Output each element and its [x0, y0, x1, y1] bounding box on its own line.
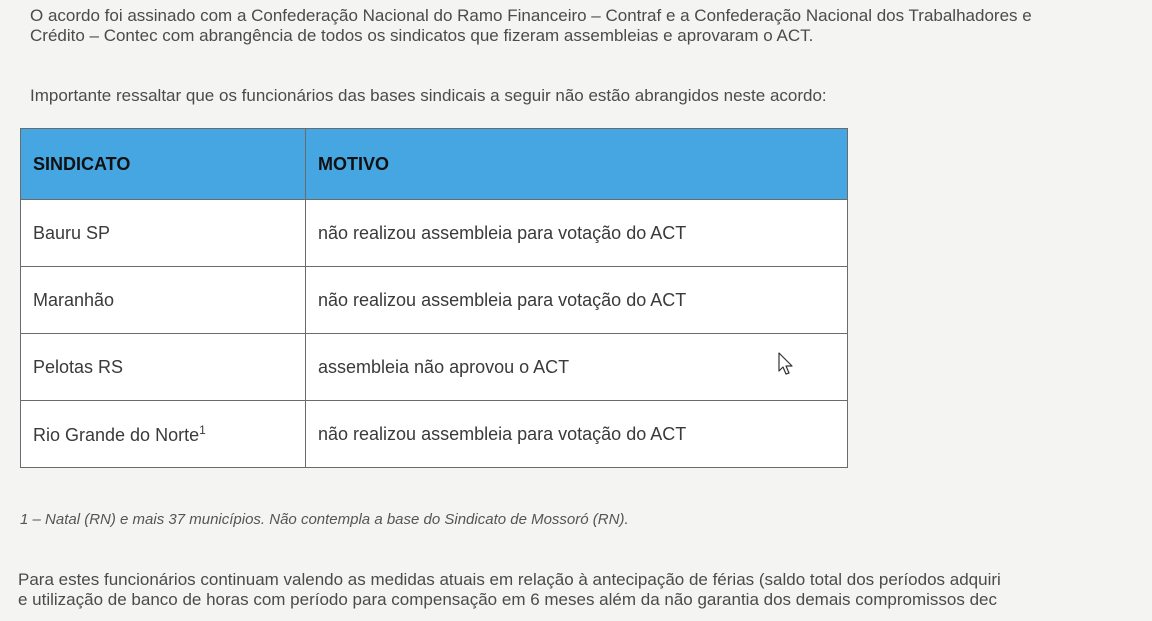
sindicatos-table	[20, 128, 848, 468]
closing-line-1: Para estes funcionários continuam valendo as medidas atuais em relação à antecipação de férias (saldo total dos períodos adquiri	[18, 570, 1001, 589]
table-row	[21, 334, 848, 401]
footnote: 1 – Natal (RN) e mais 37 municípios. Não contempla a base do Sindicato de Mossoró (RN).	[20, 511, 629, 528]
closing-line-2: e utilização de banco de horas com período para compensação em 6 meses além da não garantia dos demais compromissos dec	[18, 590, 997, 609]
cell-sindicato-text: Rio Grande do Norte	[33, 424, 200, 445]
intro-paragraph	[30, 6, 1032, 46]
cell-motivo: assembleia não aprovou o ACT	[306, 334, 848, 401]
cell-motivo: não realizou assembleia para votação do ACT	[306, 267, 848, 334]
cell-motivo: não realizou assembleia para votação do ACT	[306, 401, 848, 468]
table-row	[21, 200, 848, 267]
intro-line-2: Crédito – Contec com abrangência de todos os sindicatos que fizeram assembleias e aprovaram o ACT.	[30, 26, 814, 45]
closing-paragraph	[18, 570, 1001, 610]
important-note: Importante ressaltar que os funcionários das bases sindicais a seguir não estão abrangidos neste acordo:	[30, 86, 827, 105]
table-row	[21, 267, 848, 334]
cell-motivo: não realizou assembleia para votação do ACT	[306, 200, 848, 267]
intro-line-1: O acordo foi assinado com a Confederação Nacional do Ramo Financeiro – Contraf e a Confederação Nacional dos Trabalhadores e	[30, 6, 1032, 25]
cell-sindicato: Bauru SP	[21, 200, 306, 267]
cell-sindicato: Pelotas RS	[21, 334, 306, 401]
footnote-marker: 1	[199, 422, 206, 437]
header-motivo: MOTIVO	[306, 129, 848, 200]
table-row	[21, 401, 848, 468]
mouse-pointer-icon	[778, 352, 794, 376]
cell-sindicato	[21, 401, 306, 468]
cell-sindicato: Maranhão	[21, 267, 306, 334]
header-sindicato: SINDICATO	[21, 129, 306, 200]
table-header-row	[21, 129, 848, 200]
